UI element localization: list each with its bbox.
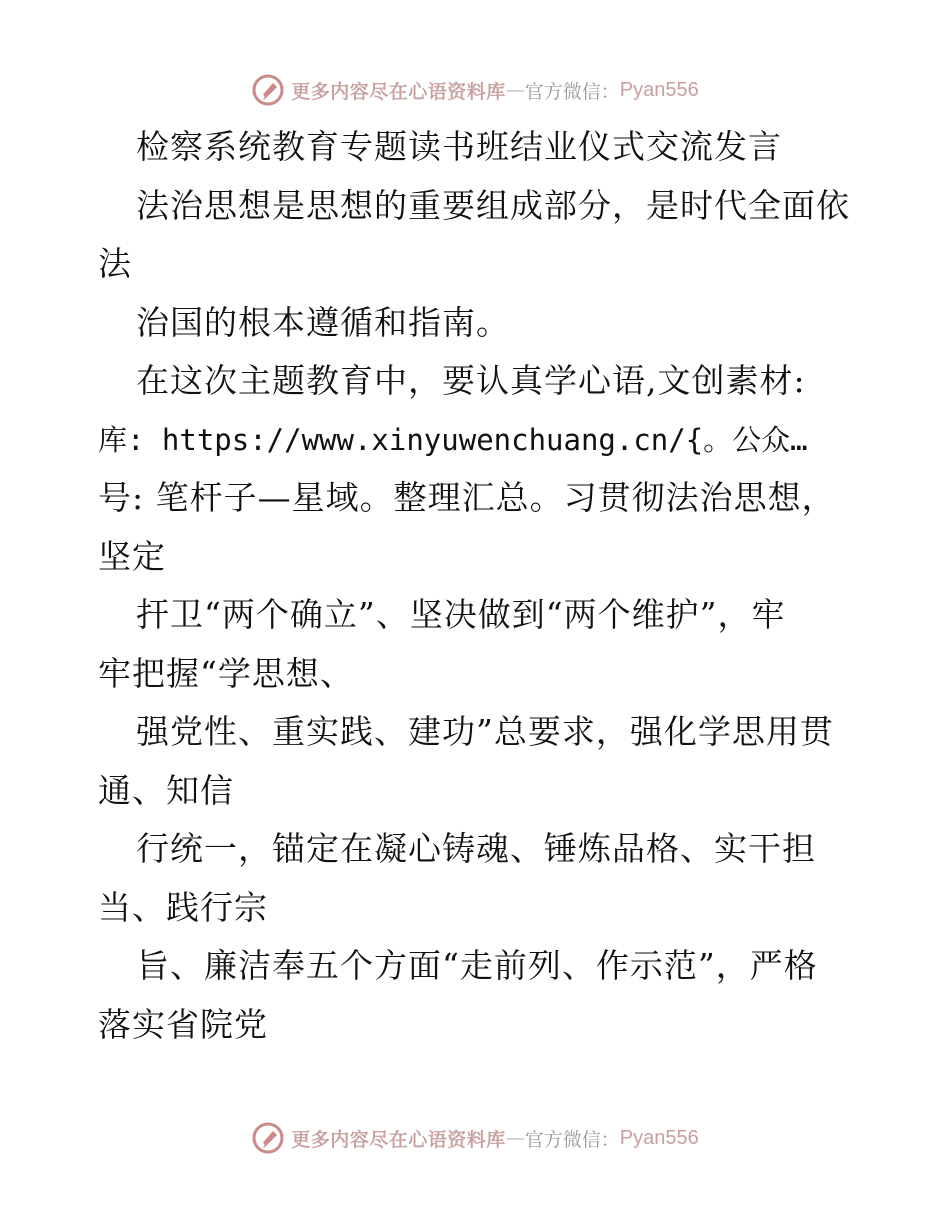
doc-line: 旨、廉洁奉五个方面“走前列、作示范”，严格 <box>136 946 818 985</box>
pen-logo-icon <box>251 73 285 107</box>
header-watermark <box>0 70 950 110</box>
doc-title: 检察系统教育专题读书班结业仪式交流发言 <box>136 127 782 166</box>
doc-line: 扞卫“两个确立”、坚决做到“两个维护”，牢 <box>136 595 786 634</box>
doc-line: 强党性、重实践、建功”总要求，强化学思用贯 <box>136 712 834 751</box>
doc-line: 坚定 <box>98 536 166 576</box>
watermark-wechat-label: 官方微信： <box>524 80 620 103</box>
doc-line: 在这次主题教育中，要认真学心语,文创素材: <box>136 361 806 400</box>
watermark-wechat-id: Pyan556 <box>619 78 699 101</box>
doc-line: 号: 笔杆子—星域。整理汇总。习贯彻法治思想， <box>98 478 836 517</box>
watermark-text: 更多内容尽在心语资料库 <box>291 1128 506 1151</box>
doc-line: 当、践行宗 <box>98 887 268 927</box>
watermark-wechat-id: Pyan556 <box>619 1126 699 1149</box>
watermark-wechat-label: 官方微信： <box>524 1128 620 1151</box>
document-body <box>98 118 858 1054</box>
doc-line-url: 库: https://www.xinyuwenchuang.cn/{。公众… <box>98 422 808 457</box>
doc-line: 行统一，锚定在凝心铸魂、锤炼品格、实干担 <box>136 829 816 868</box>
doc-line: 通、知信 <box>98 770 234 810</box>
watermark-text: 更多内容尽在心语资料库 <box>291 80 506 103</box>
doc-line: 落实省院党 <box>98 1004 268 1044</box>
watermark-separator: — <box>505 1127 525 1149</box>
doc-line: 法 <box>98 244 132 283</box>
doc-line: 法治思想是思想的重要组成部分，是时代全面依 <box>136 185 850 225</box>
pen-logo-icon <box>251 1121 285 1155</box>
doc-line: 牢把握“学思想、 <box>98 653 354 693</box>
watermark-separator: — <box>505 79 525 101</box>
doc-line: 治国的根本遵循和指南。 <box>136 302 510 342</box>
footer-watermark <box>0 1118 950 1158</box>
